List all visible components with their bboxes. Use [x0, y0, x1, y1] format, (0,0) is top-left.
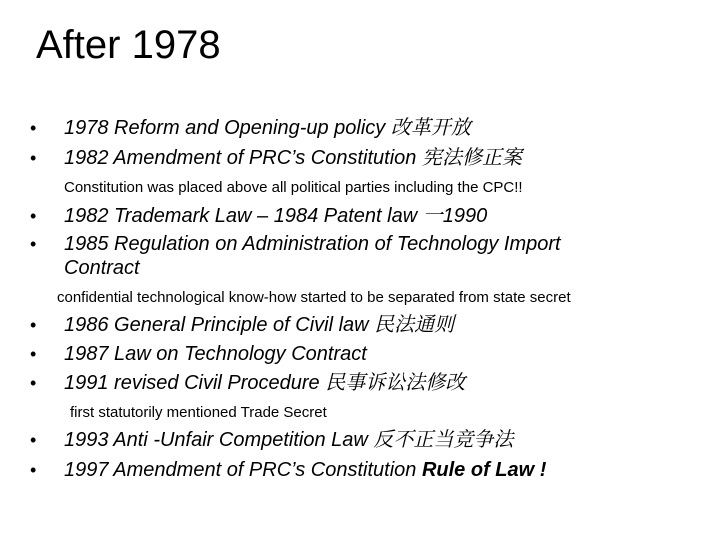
bullet-text: 1986 General Principle of Civil law 民法通则 [64, 314, 455, 336]
bullet-text: 1987 Law on Technology Contract [64, 343, 367, 365]
rule-of-law-emphasis: Rule of Law ! [421, 459, 547, 481]
bullet-text: 1993 Anti -Unfair Competition Law 反不正当竞争法 [64, 429, 514, 451]
slide-title: After 1978 [36, 23, 221, 67]
bullet-dot: • [30, 460, 37, 480]
note-text: first statutorily mentioned Trade Secret [70, 404, 327, 421]
note-text: Constitution was placed above all political parties including the CPC!! [64, 179, 523, 196]
bullet-text-main: 1997 Amendment of PRC’s Constitution [64, 459, 422, 481]
bullet-dot: • [30, 344, 37, 364]
bullet-text: Contract [64, 257, 140, 279]
bullet-text: 1978 Reform and Opening-up policy 改革开放 [64, 117, 471, 139]
bullet-dot: • [30, 315, 37, 335]
bullet-text: 1985 Regulation on Administration of Technology Import [64, 233, 561, 255]
bullet-dot: • [30, 234, 37, 254]
bullet-dot: • [30, 148, 37, 168]
bullet-dot: • [30, 118, 37, 138]
bullet-dot: • [30, 206, 37, 226]
bullet-dot: • [30, 430, 37, 450]
bullet-text [64, 458, 546, 482]
bullet-text: 1982 Trademark Law – 1984 Patent law 一1990 [64, 205, 488, 227]
bullet-text: 1991 revised Civil Procedure 民事诉讼法修改 [64, 372, 466, 394]
bullet-dot: • [30, 373, 37, 393]
note-text: confidential technological know-how started to be separated from state secret [57, 289, 571, 306]
bullet-text: 1982 Amendment of PRC’s Constitution 宪法修正案 [64, 147, 522, 169]
